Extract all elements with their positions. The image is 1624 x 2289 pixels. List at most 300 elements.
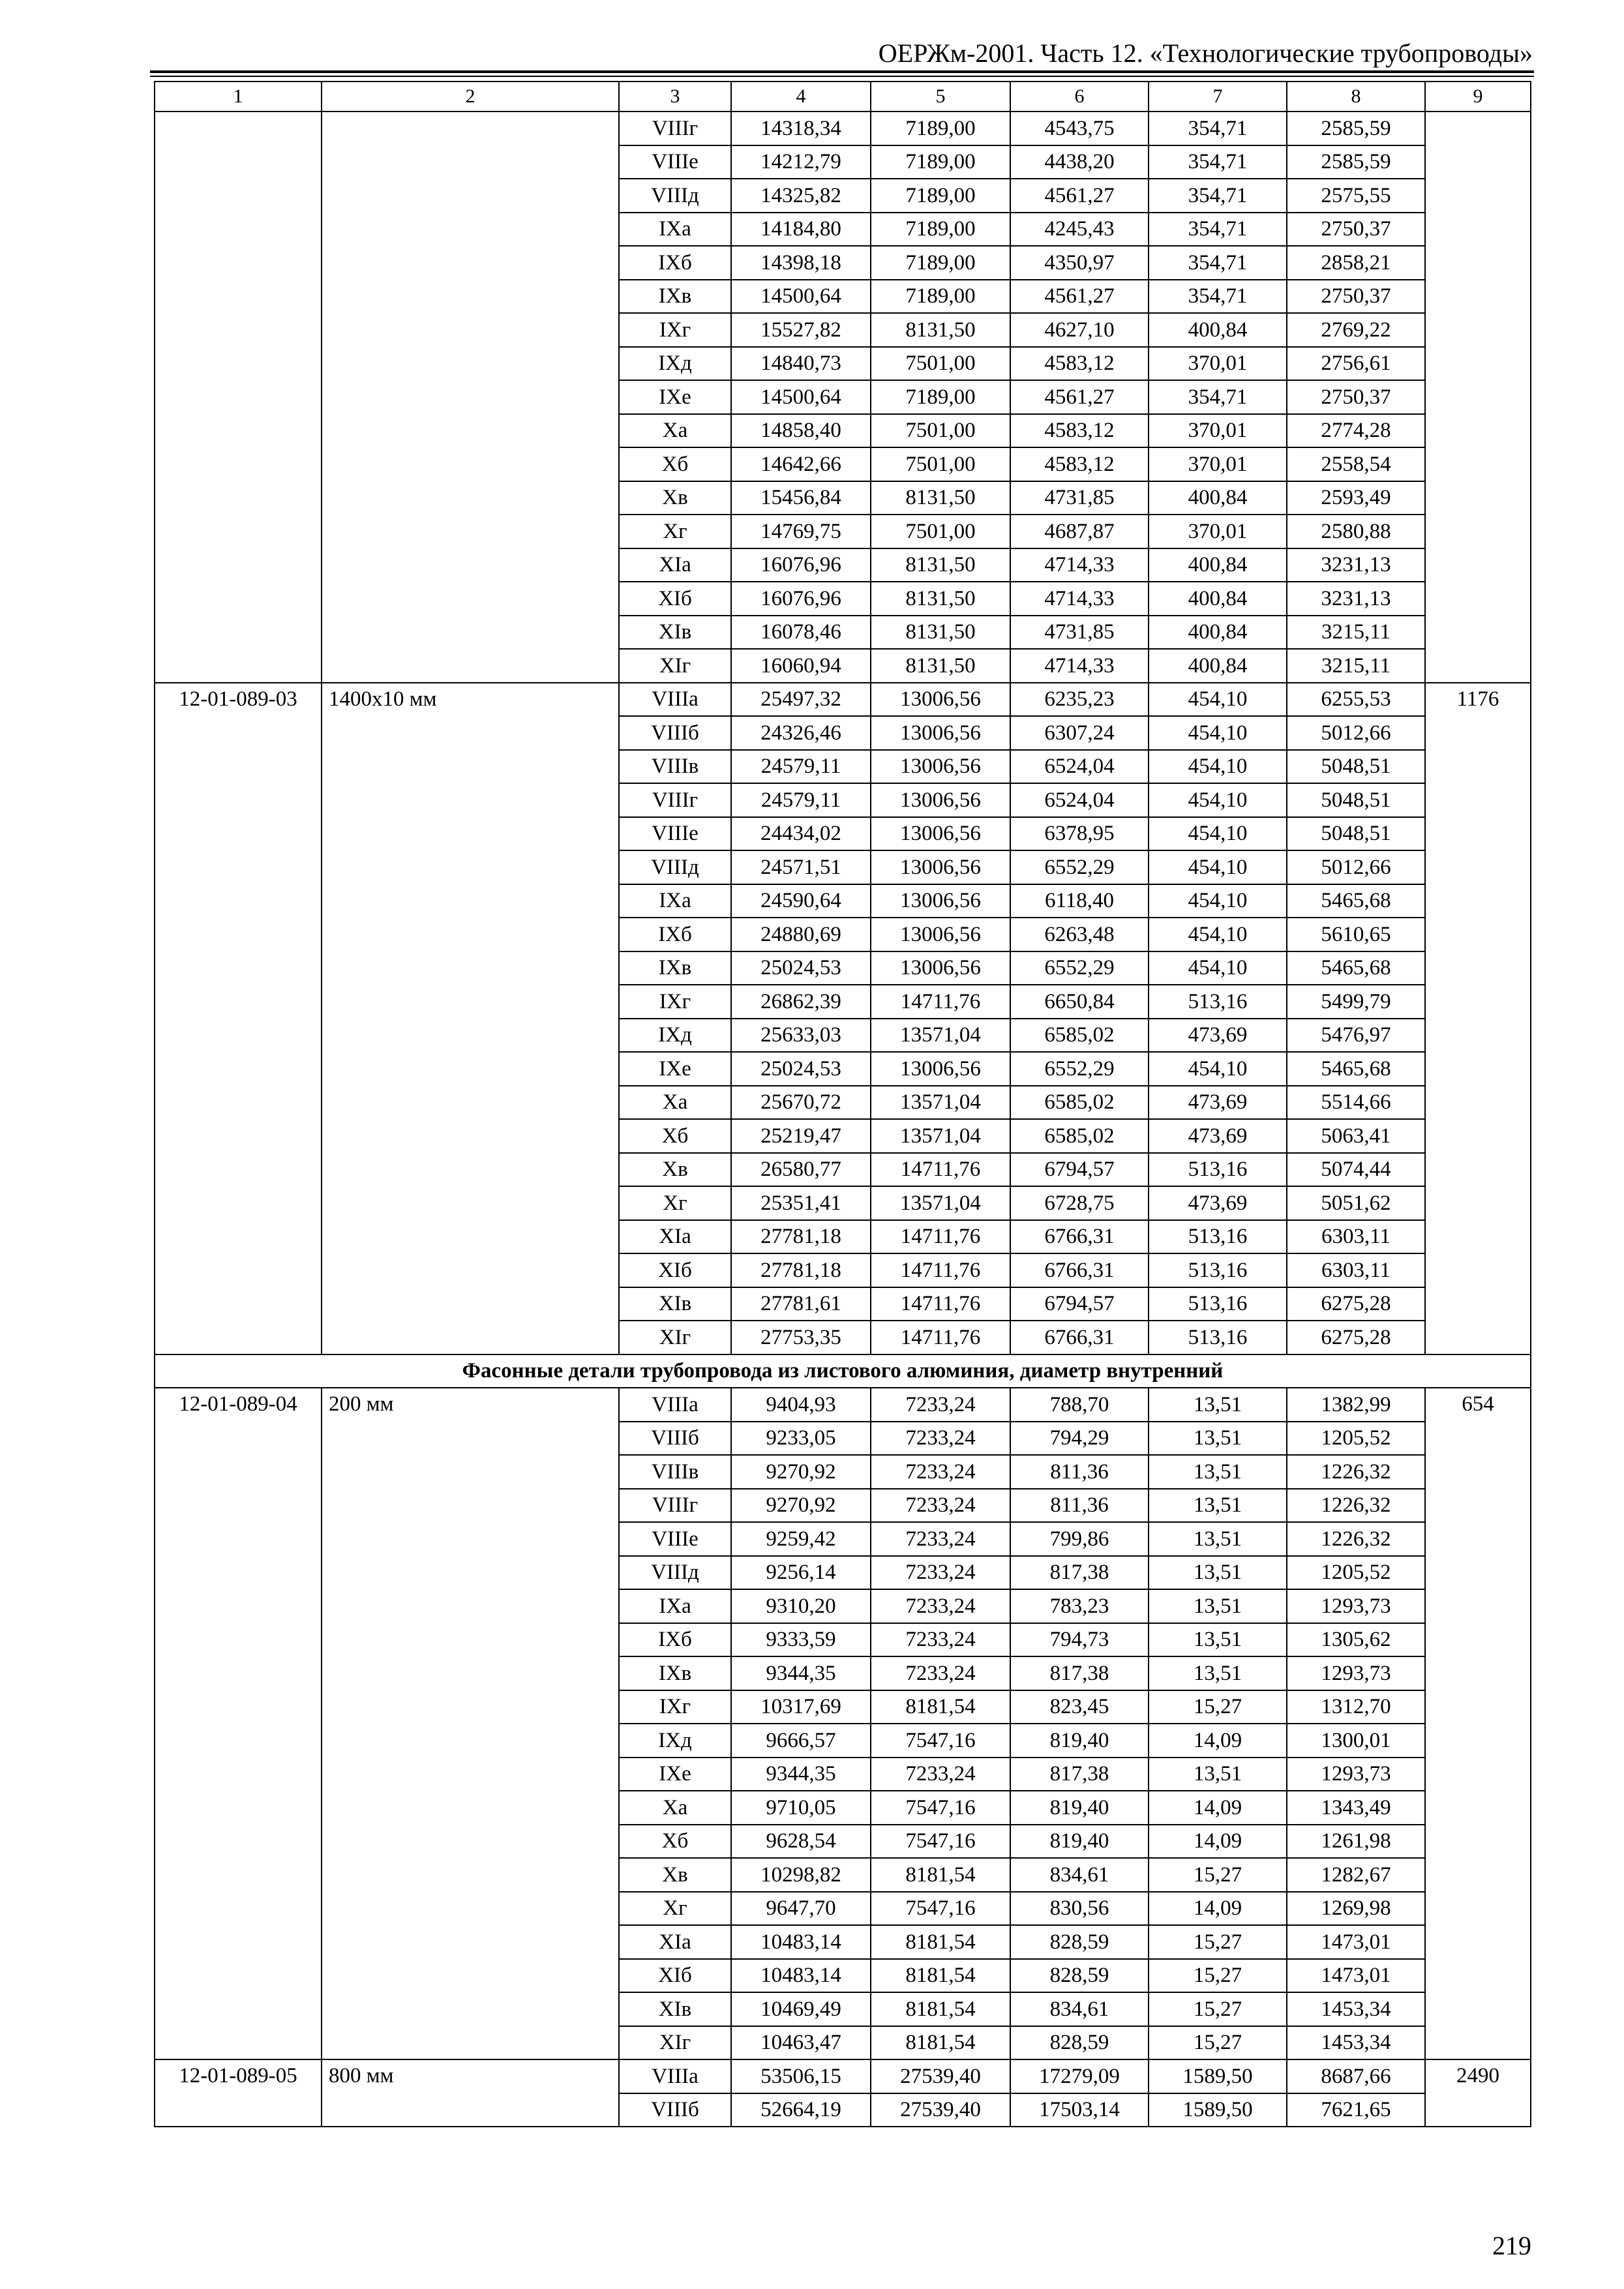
value-cell: 354,71 [1149, 213, 1287, 247]
value-cell: 6585,02 [1010, 1019, 1149, 1053]
zone-cell: IXд [619, 347, 731, 381]
value-cell: 7233,24 [871, 1489, 1010, 1523]
zone-cell: IXа [619, 884, 731, 918]
value-cell: 1473,01 [1287, 1925, 1425, 1959]
value-cell: 4583,12 [1010, 414, 1149, 448]
value-cell: 799,86 [1010, 1522, 1149, 1556]
value-cell: 25024,53 [731, 1052, 871, 1086]
zone-cell: VIIIе [619, 145, 731, 179]
value-cell: 2756,61 [1287, 347, 1425, 381]
value-cell: 7233,24 [871, 1522, 1010, 1556]
zone-cell: XIг [619, 649, 731, 683]
value-cell: 9628,54 [731, 1825, 871, 1859]
value-cell: 6524,04 [1010, 750, 1149, 784]
value-cell: 10483,14 [731, 1959, 871, 1993]
value-cell: 13,51 [1149, 1758, 1287, 1791]
value-cell: 1382,99 [1287, 1388, 1425, 1422]
value-cell: 370,01 [1149, 515, 1287, 548]
value-cell: 5012,66 [1287, 716, 1425, 750]
value-cell: 13,51 [1149, 1455, 1287, 1489]
zone-cell: Xг [619, 1186, 731, 1220]
value-cell: 5465,68 [1287, 1052, 1425, 1086]
value-cell: 8131,50 [871, 649, 1010, 683]
value-cell: 6307,24 [1010, 716, 1149, 750]
value-cell: 15,27 [1149, 1858, 1287, 1892]
value-cell: 454,10 [1149, 783, 1287, 817]
value-cell: 8131,50 [871, 313, 1010, 347]
value-cell: 14184,80 [731, 213, 871, 247]
value-cell: 13571,04 [871, 1186, 1010, 1220]
value-cell: 4714,33 [1010, 649, 1149, 683]
value-cell: 13,51 [1149, 1422, 1287, 1456]
value-cell: 9666,57 [731, 1724, 871, 1758]
value-cell: 7233,24 [871, 1422, 1010, 1456]
value-cell: 24590,64 [731, 884, 871, 918]
value-cell: 13006,56 [871, 918, 1010, 951]
value-cell: 370,01 [1149, 347, 1287, 381]
value-cell: 1300,01 [1287, 1724, 1425, 1758]
zone-cell: Xб [619, 1119, 731, 1153]
value-cell: 1261,98 [1287, 1825, 1425, 1859]
value-cell: 6255,53 [1287, 683, 1425, 717]
value-cell: 9344,35 [731, 1656, 871, 1690]
value-cell: 8181,54 [871, 1925, 1010, 1959]
value-cell: 7233,24 [871, 1556, 1010, 1590]
value-cell: 8181,54 [871, 1690, 1010, 1724]
value-cell: 513,16 [1149, 1287, 1287, 1321]
zone-cell: IXе [619, 1052, 731, 1086]
value-cell: 7501,00 [871, 414, 1010, 448]
value-cell: 1589,50 [1149, 2093, 1287, 2127]
section-row [155, 1354, 1531, 1388]
value-cell: 834,61 [1010, 1992, 1149, 2026]
section-heading: Фасонные детали трубопровода из листового алюминия, диаметр внутренний [155, 1354, 1531, 1388]
value-cell: 25633,03 [731, 1019, 871, 1053]
value-cell: 473,69 [1149, 1119, 1287, 1153]
rates-table [154, 81, 1531, 2127]
value-cell: 10317,69 [731, 1690, 871, 1724]
value-cell: 3231,13 [1287, 548, 1425, 582]
value-cell: 14,09 [1149, 1825, 1287, 1859]
value-cell: 783,23 [1010, 1589, 1149, 1623]
value-cell: 13,51 [1149, 1623, 1287, 1657]
value-cell: 10298,82 [731, 1858, 871, 1892]
value-cell: 8131,50 [871, 548, 1010, 582]
value-cell: 14840,73 [731, 347, 871, 381]
value-cell: 14711,76 [871, 1253, 1010, 1287]
zone-cell: IXе [619, 1758, 731, 1791]
value-cell: 7233,24 [871, 1388, 1010, 1422]
value-cell: 14212,79 [731, 145, 871, 179]
value-cell: 454,10 [1149, 918, 1287, 951]
value-cell: 1453,34 [1287, 1992, 1425, 2026]
value-cell: 8181,54 [871, 1992, 1010, 2026]
value-cell: 13006,56 [871, 951, 1010, 985]
value-cell: 1312,70 [1287, 1690, 1425, 1724]
value-cell: 400,84 [1149, 548, 1287, 582]
value-cell: 9270,92 [731, 1455, 871, 1489]
value-cell: 1293,73 [1287, 1758, 1425, 1791]
value-cell: 794,73 [1010, 1623, 1149, 1657]
value-cell: 6275,28 [1287, 1287, 1425, 1321]
value-cell: 1343,49 [1287, 1791, 1425, 1825]
zone-cell: IXд [619, 1724, 731, 1758]
zone-cell: IXб [619, 918, 731, 951]
value-cell: 6766,31 [1010, 1321, 1149, 1354]
value-cell: 6650,84 [1010, 985, 1149, 1019]
value-cell: 13571,04 [871, 1086, 1010, 1120]
size-cell: 1400х10 мм [322, 683, 619, 1354]
value-cell: 6263,48 [1010, 918, 1149, 951]
value-cell: 400,84 [1149, 649, 1287, 683]
zone-cell: Xб [619, 447, 731, 481]
value-cell: 5063,41 [1287, 1119, 1425, 1153]
value-cell: 14398,18 [731, 246, 871, 280]
value-cell: 354,71 [1149, 246, 1287, 280]
value-cell: 24326,46 [731, 716, 871, 750]
value-cell: 5499,79 [1287, 985, 1425, 1019]
value-cell: 2558,54 [1287, 447, 1425, 481]
value-cell: 817,38 [1010, 1758, 1149, 1791]
value-cell: 7501,00 [871, 515, 1010, 548]
rate-code-cell: 12-01-089-03 [155, 683, 322, 1354]
value-cell: 5012,66 [1287, 850, 1425, 884]
value-cell: 1305,62 [1287, 1623, 1425, 1657]
size-cell [322, 112, 619, 683]
value-cell: 6303,11 [1287, 1253, 1425, 1287]
value-cell: 6552,29 [1010, 850, 1149, 884]
zone-cell: IXд [619, 1019, 731, 1053]
table-row [155, 112, 1531, 145]
value-cell: 9710,05 [731, 1791, 871, 1825]
rate-code-cell [155, 112, 322, 683]
zone-cell: VIIIб [619, 2093, 731, 2127]
col9-cell [1425, 112, 1531, 683]
col9-cell: 654 [1425, 1388, 1531, 2059]
value-cell: 4561,27 [1010, 380, 1149, 414]
zone-cell: VIIIб [619, 1422, 731, 1456]
value-cell: 15,27 [1149, 1959, 1287, 1993]
value-cell: 9270,92 [731, 1489, 871, 1523]
value-cell: 513,16 [1149, 1220, 1287, 1254]
value-cell: 6524,04 [1010, 783, 1149, 817]
value-cell: 27539,40 [871, 2059, 1010, 2093]
value-cell: 16078,46 [731, 616, 871, 650]
value-cell: 454,10 [1149, 951, 1287, 985]
value-cell: 354,71 [1149, 380, 1287, 414]
value-cell: 828,59 [1010, 1925, 1149, 1959]
zone-cell: VIIIв [619, 1455, 731, 1489]
value-cell: 7501,00 [871, 347, 1010, 381]
value-cell: 811,36 [1010, 1455, 1149, 1489]
value-cell: 513,16 [1149, 1253, 1287, 1287]
value-cell: 819,40 [1010, 1724, 1149, 1758]
value-cell: 7189,00 [871, 145, 1010, 179]
zone-cell: IXг [619, 985, 731, 1019]
value-cell: 14,09 [1149, 1724, 1287, 1758]
value-cell: 14769,75 [731, 515, 871, 548]
zone-cell: IXв [619, 280, 731, 314]
value-cell: 5074,44 [1287, 1153, 1425, 1187]
value-cell: 830,56 [1010, 1892, 1149, 1926]
value-cell: 1282,67 [1287, 1858, 1425, 1892]
value-cell: 13006,56 [871, 850, 1010, 884]
value-cell: 7547,16 [871, 1724, 1010, 1758]
value-cell: 3215,11 [1287, 649, 1425, 683]
column-number-cell: 5 [871, 82, 1010, 112]
value-cell: 9256,14 [731, 1556, 871, 1590]
zone-cell: VIIIе [619, 817, 731, 851]
value-cell: 823,45 [1010, 1690, 1149, 1724]
value-cell: 454,10 [1149, 716, 1287, 750]
value-cell: 10469,49 [731, 1992, 871, 2026]
zone-cell: Xв [619, 1153, 731, 1187]
value-cell: 7189,00 [871, 380, 1010, 414]
value-cell: 454,10 [1149, 683, 1287, 717]
value-cell: 370,01 [1149, 447, 1287, 481]
value-cell: 8181,54 [871, 1959, 1010, 1993]
zone-cell: IXб [619, 246, 731, 280]
value-cell: 8131,50 [871, 481, 1010, 515]
value-cell: 834,61 [1010, 1858, 1149, 1892]
value-cell: 354,71 [1149, 112, 1287, 145]
value-cell: 4714,33 [1010, 548, 1149, 582]
value-cell: 26862,39 [731, 985, 871, 1019]
zone-cell: VIIIд [619, 1556, 731, 1590]
value-cell: 27753,35 [731, 1321, 871, 1354]
header-rule-thick [150, 70, 1534, 73]
value-cell: 8181,54 [871, 2026, 1010, 2060]
value-cell: 1205,52 [1287, 1556, 1425, 1590]
value-cell: 400,84 [1149, 582, 1287, 616]
value-cell: 6766,31 [1010, 1220, 1149, 1254]
value-cell: 24579,11 [731, 783, 871, 817]
table-row [155, 1388, 1531, 1422]
value-cell: 13006,56 [871, 1052, 1010, 1086]
value-cell: 1293,73 [1287, 1589, 1425, 1623]
value-cell: 2580,88 [1287, 515, 1425, 548]
value-cell: 513,16 [1149, 1153, 1287, 1187]
value-cell: 52664,19 [731, 2093, 871, 2127]
column-number-cell: 8 [1287, 82, 1425, 112]
value-cell: 13571,04 [871, 1019, 1010, 1053]
column-number-cell: 2 [322, 82, 619, 112]
col9-cell: 1176 [1425, 683, 1531, 1354]
zone-cell: VIIIе [619, 1522, 731, 1556]
value-cell: 4687,87 [1010, 515, 1149, 548]
value-cell: 5465,68 [1287, 951, 1425, 985]
value-cell: 1226,32 [1287, 1489, 1425, 1523]
value-cell: 811,36 [1010, 1489, 1149, 1523]
column-number-cell: 6 [1010, 82, 1149, 112]
value-cell: 14711,76 [871, 1321, 1010, 1354]
value-cell: 513,16 [1149, 985, 1287, 1019]
value-cell: 1226,32 [1287, 1522, 1425, 1556]
value-cell: 370,01 [1149, 414, 1287, 448]
value-cell: 4714,33 [1010, 582, 1149, 616]
value-cell: 4438,20 [1010, 145, 1149, 179]
value-cell: 27781,18 [731, 1253, 871, 1287]
value-cell: 828,59 [1010, 1959, 1149, 1993]
rate-code-cell: 12-01-089-05 [155, 2059, 322, 2127]
zone-cell: Xв [619, 481, 731, 515]
value-cell: 14500,64 [731, 380, 871, 414]
value-cell: 1473,01 [1287, 1959, 1425, 1993]
value-cell: 8131,50 [871, 582, 1010, 616]
value-cell: 6275,28 [1287, 1321, 1425, 1354]
value-cell: 14858,40 [731, 414, 871, 448]
value-cell: 13006,56 [871, 716, 1010, 750]
value-cell: 6378,95 [1010, 817, 1149, 851]
zone-cell: XIв [619, 616, 731, 650]
value-cell: 14,09 [1149, 1892, 1287, 1926]
value-cell: 9310,20 [731, 1589, 871, 1623]
column-number-cell: 9 [1425, 82, 1531, 112]
value-cell: 1269,98 [1287, 1892, 1425, 1926]
zone-cell: XIб [619, 1959, 731, 1993]
value-cell: 13,51 [1149, 1556, 1287, 1590]
value-cell: 2774,28 [1287, 414, 1425, 448]
value-cell: 4731,85 [1010, 616, 1149, 650]
value-cell: 6235,23 [1010, 683, 1149, 717]
zone-cell: XIв [619, 1287, 731, 1321]
value-cell: 10463,47 [731, 2026, 871, 2060]
value-cell: 9647,70 [731, 1892, 871, 1926]
value-cell: 513,16 [1149, 1321, 1287, 1354]
value-cell: 354,71 [1149, 145, 1287, 179]
value-cell: 9404,93 [731, 1388, 871, 1422]
value-cell: 15,27 [1149, 2026, 1287, 2060]
value-cell: 400,84 [1149, 481, 1287, 515]
zone-cell: Xг [619, 1892, 731, 1926]
value-cell: 5048,51 [1287, 817, 1425, 851]
value-cell: 13,51 [1149, 1388, 1287, 1422]
value-cell: 4583,12 [1010, 447, 1149, 481]
value-cell: 27539,40 [871, 2093, 1010, 2127]
value-cell: 13,51 [1149, 1522, 1287, 1556]
value-cell: 7189,00 [871, 179, 1010, 213]
value-cell: 5610,65 [1287, 918, 1425, 951]
value-cell: 7189,00 [871, 112, 1010, 145]
value-cell: 17279,09 [1010, 2059, 1149, 2093]
zone-cell: VIIIд [619, 850, 731, 884]
value-cell: 27781,18 [731, 1220, 871, 1254]
value-cell: 2858,21 [1287, 246, 1425, 280]
running-header: ОЕРЖм-2001. Часть 12. «Технологические трубопроводы» [878, 38, 1533, 68]
value-cell: 2769,22 [1287, 313, 1425, 347]
value-cell: 25024,53 [731, 951, 871, 985]
value-cell: 14,09 [1149, 1791, 1287, 1825]
zone-cell: VIIIв [619, 750, 731, 784]
value-cell: 454,10 [1149, 817, 1287, 851]
value-cell: 817,38 [1010, 1556, 1149, 1590]
value-cell: 14711,76 [871, 985, 1010, 1019]
value-cell: 14711,76 [871, 1287, 1010, 1321]
value-cell: 13006,56 [871, 683, 1010, 717]
value-cell: 4543,75 [1010, 112, 1149, 145]
value-cell: 8181,54 [871, 1858, 1010, 1892]
value-cell: 7233,24 [871, 1589, 1010, 1623]
value-cell: 16060,94 [731, 649, 871, 683]
value-cell: 2593,49 [1287, 481, 1425, 515]
value-cell: 53506,15 [731, 2059, 871, 2093]
value-cell: 2585,59 [1287, 145, 1425, 179]
value-cell: 14711,76 [871, 1220, 1010, 1254]
value-cell: 25497,32 [731, 683, 871, 717]
table-row [155, 683, 1531, 717]
value-cell: 9259,42 [731, 1522, 871, 1556]
value-cell: 13,51 [1149, 1489, 1287, 1523]
value-cell: 25351,41 [731, 1186, 871, 1220]
value-cell: 2750,37 [1287, 380, 1425, 414]
zone-cell: XIб [619, 582, 731, 616]
zone-cell: VIIIб [619, 716, 731, 750]
value-cell: 7547,16 [871, 1825, 1010, 1859]
zone-cell: IXе [619, 380, 731, 414]
value-cell: 7189,00 [871, 213, 1010, 247]
value-cell: 454,10 [1149, 884, 1287, 918]
size-cell: 200 мм [322, 1388, 619, 2059]
zone-cell: IXа [619, 213, 731, 247]
zone-cell: IXб [619, 1623, 731, 1657]
value-cell: 13006,56 [871, 884, 1010, 918]
value-cell: 24579,11 [731, 750, 871, 784]
value-cell: 354,71 [1149, 179, 1287, 213]
value-cell: 24434,02 [731, 817, 871, 851]
value-cell: 6552,29 [1010, 951, 1149, 985]
zone-cell: XIв [619, 1992, 731, 2026]
value-cell: 10483,14 [731, 1925, 871, 1959]
value-cell: 6303,11 [1287, 1220, 1425, 1254]
value-cell: 5514,66 [1287, 1086, 1425, 1120]
value-cell: 454,10 [1149, 1052, 1287, 1086]
zone-cell: IXг [619, 313, 731, 347]
value-cell: 2750,37 [1287, 280, 1425, 314]
value-cell: 4350,97 [1010, 246, 1149, 280]
value-cell: 9233,05 [731, 1422, 871, 1456]
value-cell: 5476,97 [1287, 1019, 1425, 1053]
value-cell: 13006,56 [871, 750, 1010, 784]
column-number-cell: 3 [619, 82, 731, 112]
value-cell: 4561,27 [1010, 280, 1149, 314]
value-cell: 25219,47 [731, 1119, 871, 1153]
value-cell: 819,40 [1010, 1791, 1149, 1825]
value-cell: 14500,64 [731, 280, 871, 314]
value-cell: 6552,29 [1010, 1052, 1149, 1086]
value-cell: 13006,56 [871, 817, 1010, 851]
column-number-cell: 4 [731, 82, 871, 112]
value-cell: 15,27 [1149, 1925, 1287, 1959]
value-cell: 15,27 [1149, 1690, 1287, 1724]
value-cell: 5048,51 [1287, 750, 1425, 784]
value-cell: 14642,66 [731, 447, 871, 481]
value-cell: 7501,00 [871, 447, 1010, 481]
value-cell: 5465,68 [1287, 884, 1425, 918]
value-cell: 14325,82 [731, 179, 871, 213]
column-number-cell: 1 [155, 82, 322, 112]
table-body [155, 82, 1531, 2127]
value-cell: 1205,52 [1287, 1422, 1425, 1456]
value-cell: 8687,66 [1287, 2059, 1425, 2093]
header-rule-thin [150, 76, 1534, 77]
zone-cell: XIа [619, 1220, 731, 1254]
value-cell: 454,10 [1149, 750, 1287, 784]
zone-cell: Xг [619, 515, 731, 548]
zone-cell: IXв [619, 1656, 731, 1690]
value-cell: 25670,72 [731, 1086, 871, 1120]
value-cell: 5048,51 [1287, 783, 1425, 817]
value-cell: 15456,84 [731, 481, 871, 515]
